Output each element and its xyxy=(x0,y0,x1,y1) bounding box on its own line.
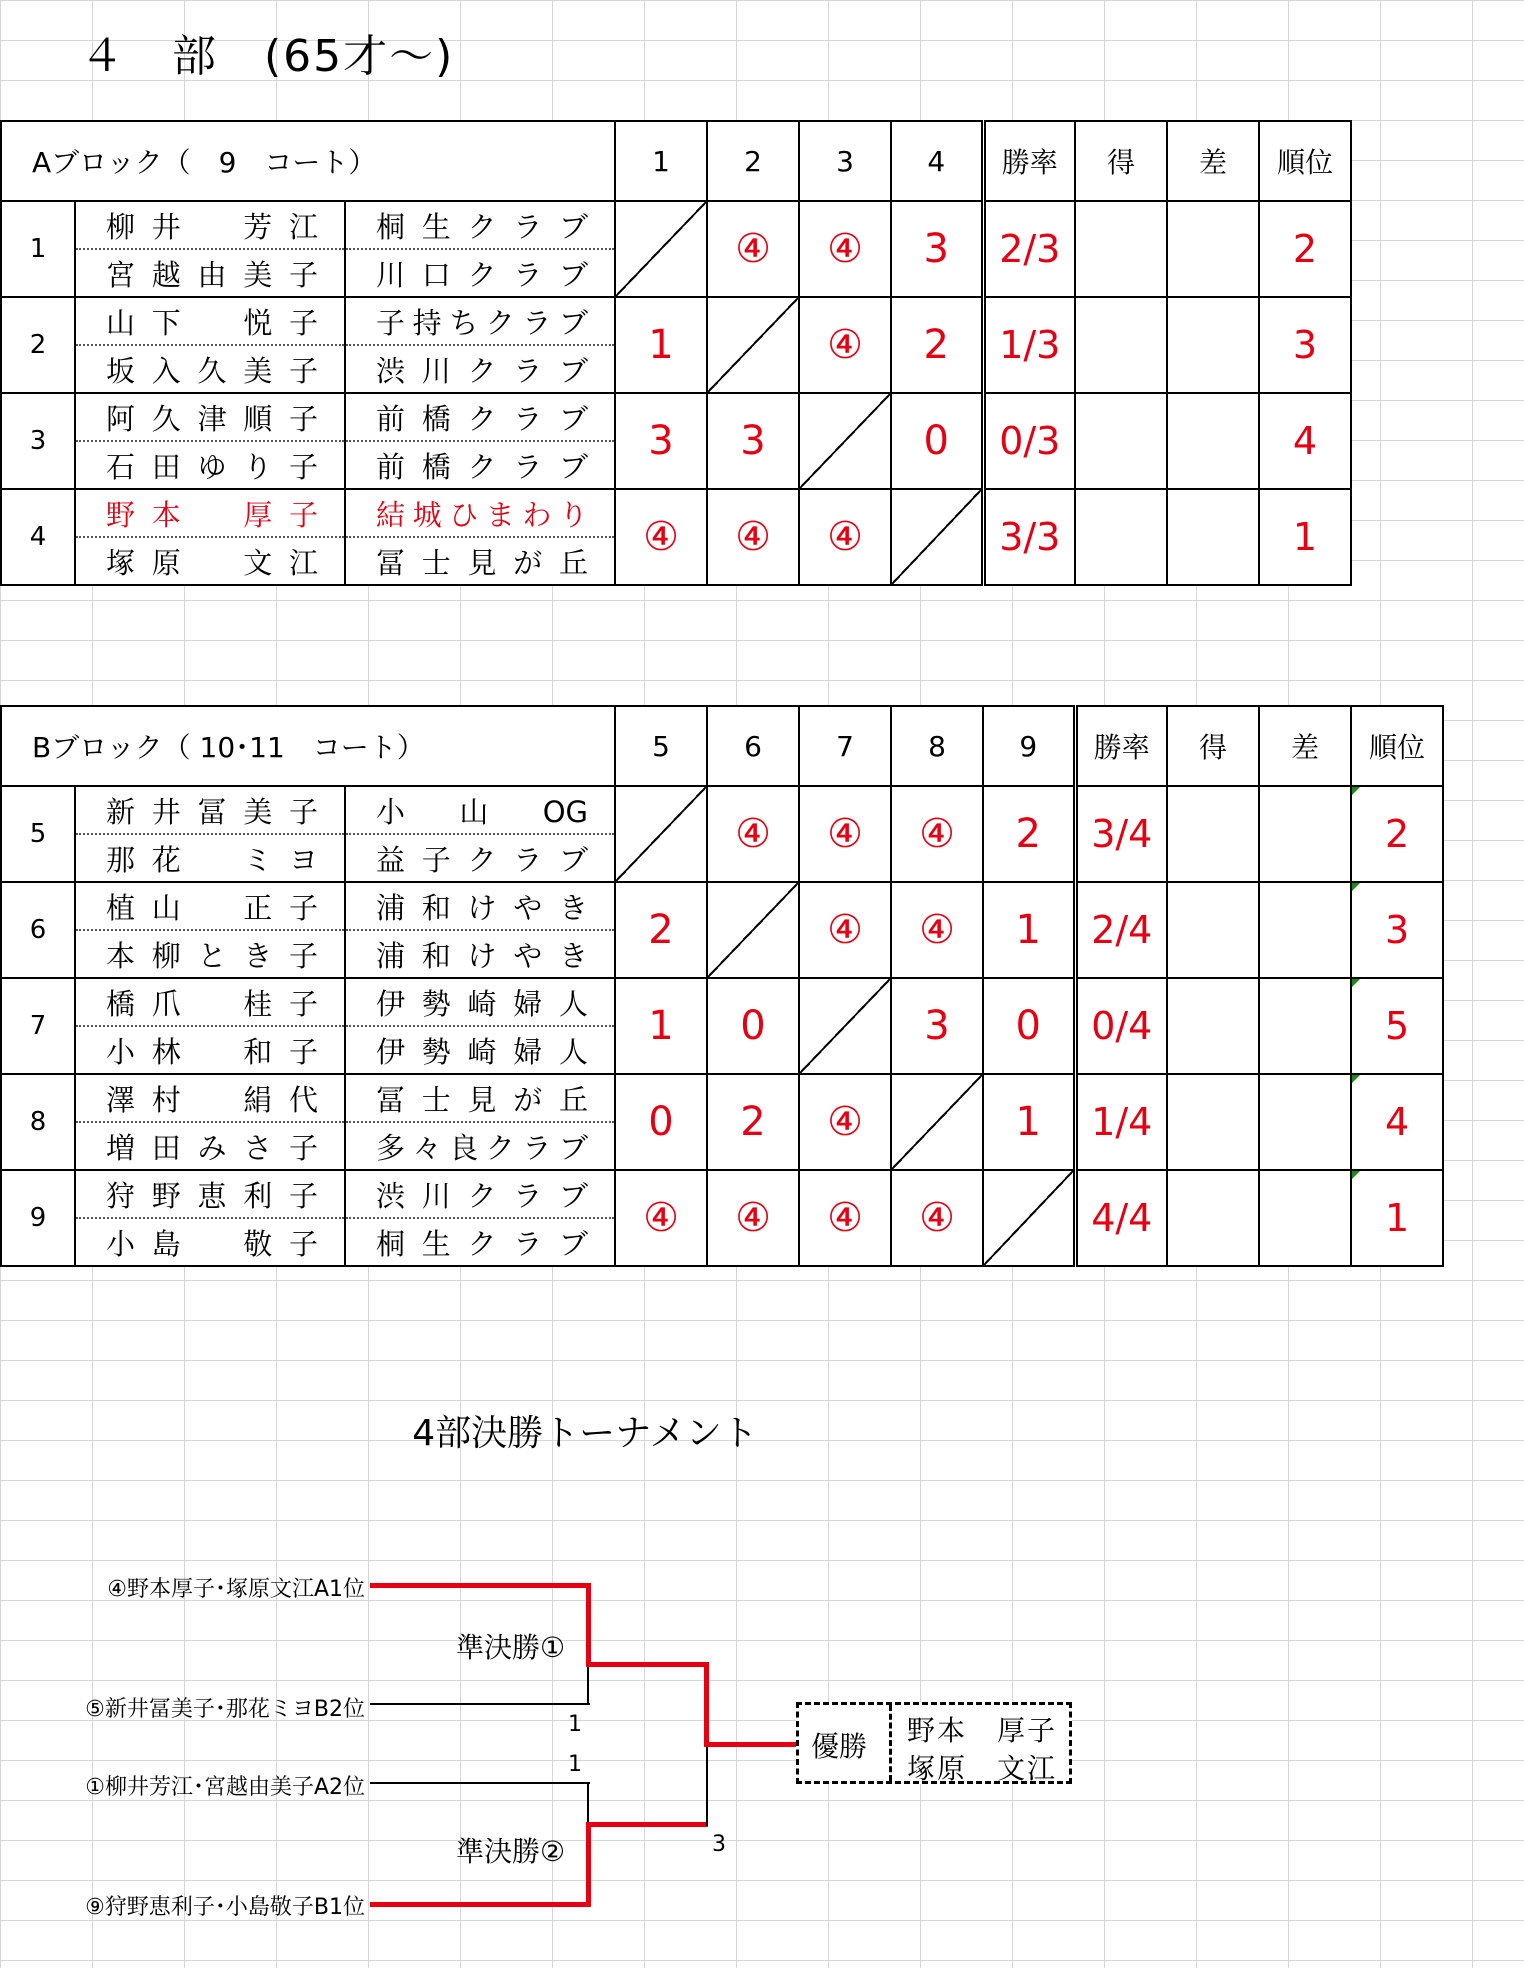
club-name: 前橋クラブ xyxy=(345,441,615,489)
player-name: 本柳とき子 xyxy=(75,930,345,978)
win-rate: 0/4 xyxy=(1075,978,1167,1074)
club-name: 浦和けやき xyxy=(345,882,615,930)
bracket-line xyxy=(370,1782,590,1784)
match-result: ④ xyxy=(615,489,707,585)
club-name: 冨士見が丘 xyxy=(345,537,615,585)
player-name: 橋爪 桂子 xyxy=(75,978,345,1026)
player-name: 柳井 芳江 xyxy=(75,201,345,249)
winner-divider xyxy=(889,1705,892,1781)
bracket-line xyxy=(586,1822,591,1907)
match-result xyxy=(891,489,983,585)
club-name: 桐生クラブ xyxy=(345,1218,615,1266)
points xyxy=(1075,393,1167,489)
match-result: ④ xyxy=(707,489,799,585)
match-result xyxy=(983,1170,1075,1266)
match-result: 2 xyxy=(615,882,707,978)
match-result: ④ xyxy=(707,1170,799,1266)
column-header: 8 xyxy=(891,706,983,786)
match-result: 1 xyxy=(615,297,707,393)
stat-header: 勝率 xyxy=(983,121,1075,201)
win-rate: 3/3 xyxy=(983,489,1075,585)
player-name: 石田ゆり子 xyxy=(75,441,345,489)
winner-box xyxy=(796,1702,1072,1784)
row-number: 8 xyxy=(1,1074,75,1170)
club-name: 小 山 OG xyxy=(345,786,615,834)
difference xyxy=(1167,297,1259,393)
rank xyxy=(1351,1074,1443,1170)
match-result: ④ xyxy=(799,882,891,978)
column-header: 2 xyxy=(707,121,799,201)
match-result: 3 xyxy=(615,393,707,489)
cell-comment-marker xyxy=(1352,787,1360,795)
win-rate: 2/4 xyxy=(1075,882,1167,978)
bracket-line xyxy=(704,1662,709,1746)
match-result: ④ xyxy=(799,786,891,882)
club-name: 伊勢崎婦人 xyxy=(345,978,615,1026)
win-rate: 1/4 xyxy=(1075,1074,1167,1170)
column-header: 1 xyxy=(615,121,707,201)
match-result: 3 xyxy=(891,978,983,1074)
match-result: 2 xyxy=(891,297,983,393)
points xyxy=(1075,201,1167,297)
entry-b2: ⑤新井冨美子･那花ミヨB2位 xyxy=(85,1697,365,1722)
match-result: ④ xyxy=(799,297,891,393)
bracket-line xyxy=(587,1663,589,1705)
rank-value: 3 xyxy=(1384,908,1410,952)
club-name: 渋川クラブ xyxy=(345,1170,615,1218)
winner-name-1: 野本 厚子 xyxy=(907,1714,1058,1747)
win-rate: 3/4 xyxy=(1075,786,1167,882)
player-name: 狩野恵利子 xyxy=(75,1170,345,1218)
winner-name-2: 塚原 文江 xyxy=(907,1752,1058,1785)
match-result: 3 xyxy=(707,393,799,489)
match-result xyxy=(799,978,891,1074)
player-name: 宮越由美子 xyxy=(75,249,345,297)
rank xyxy=(1351,882,1443,978)
rank-value: 5 xyxy=(1384,1004,1410,1048)
rank-value: 1 xyxy=(1384,1196,1410,1240)
entry-b1: ⑨狩野恵利子･小島敬子B1位 xyxy=(85,1895,365,1920)
tournament-title: 4部決勝トーナメント xyxy=(412,1413,758,1454)
bracket-line xyxy=(587,1782,589,1826)
points xyxy=(1075,489,1167,585)
column-header: 5 xyxy=(615,706,707,786)
match-result: 0 xyxy=(983,978,1075,1074)
match-result: ④ xyxy=(707,201,799,297)
club-name: 結城ひまわり xyxy=(345,489,615,537)
match-result xyxy=(799,393,891,489)
semi-final-2-label: 準決勝② xyxy=(456,1835,566,1868)
difference xyxy=(1259,882,1351,978)
win-rate: 4/4 xyxy=(1075,1170,1167,1266)
block-b-table xyxy=(0,705,1444,1267)
difference xyxy=(1167,489,1259,585)
stat-header: 差 xyxy=(1259,706,1351,786)
row-number: 1 xyxy=(1,201,75,297)
stat-header: 順位 xyxy=(1259,121,1351,201)
club-name: 渋川クラブ xyxy=(345,345,615,393)
match-result: 2 xyxy=(983,786,1075,882)
cell-comment-marker xyxy=(1352,883,1360,891)
points xyxy=(1167,1170,1259,1266)
winner-label: 優勝 xyxy=(811,1730,868,1763)
block-title: Bブロック（ 10･11 コート） xyxy=(1,706,615,786)
match-result: 2 xyxy=(707,1074,799,1170)
match-result: 1 xyxy=(983,1074,1075,1170)
match-result: 1 xyxy=(983,882,1075,978)
rank: 2 xyxy=(1259,201,1351,297)
club-name: 川口クラブ xyxy=(345,249,615,297)
bracket-line xyxy=(370,1703,590,1705)
club-name: 浦和けやき xyxy=(345,930,615,978)
match-result: 3 xyxy=(891,201,983,297)
match-result: 0 xyxy=(891,393,983,489)
player-name: 小林 和子 xyxy=(75,1026,345,1074)
match-result: ④ xyxy=(891,882,983,978)
match-result: ④ xyxy=(799,1074,891,1170)
club-name: 前橋クラブ xyxy=(345,393,615,441)
match-result: ④ xyxy=(799,489,891,585)
row-number: 2 xyxy=(1,297,75,393)
club-name: 冨士見が丘 xyxy=(345,1074,615,1122)
stat-header: 順位 xyxy=(1351,706,1443,786)
player-name: 澤村 絹代 xyxy=(75,1074,345,1122)
bracket-line xyxy=(370,1902,590,1907)
match-result xyxy=(615,786,707,882)
row-number: 9 xyxy=(1,1170,75,1266)
match-result: ④ xyxy=(799,1170,891,1266)
club-name: 子持ちクラブ xyxy=(345,297,615,345)
match-result: ④ xyxy=(891,786,983,882)
points xyxy=(1167,1074,1259,1170)
cell-comment-marker xyxy=(1352,979,1360,987)
column-header: 6 xyxy=(707,706,799,786)
row-number: 6 xyxy=(1,882,75,978)
win-rate: 2/3 xyxy=(983,201,1075,297)
bracket-line xyxy=(586,1662,708,1667)
cell-comment-marker xyxy=(1352,1075,1360,1083)
match-result: 0 xyxy=(615,1074,707,1170)
page-title: ４ 部 (65才～) xyxy=(80,31,455,82)
block-a-table xyxy=(0,120,1352,586)
points xyxy=(1167,786,1259,882)
stat-header: 差 xyxy=(1167,121,1259,201)
player-name: 山下 悦子 xyxy=(75,297,345,345)
player-name: 小島 敬子 xyxy=(75,1218,345,1266)
match-result: ④ xyxy=(707,786,799,882)
difference xyxy=(1259,978,1351,1074)
match-result: ④ xyxy=(799,201,891,297)
stat-header: 得 xyxy=(1167,706,1259,786)
bracket-line xyxy=(706,1746,708,1826)
win-rate: 0/3 xyxy=(983,393,1075,489)
rank xyxy=(1351,1170,1443,1266)
column-header: 4 xyxy=(891,121,983,201)
block-title: Aブロック（ 9 コート） xyxy=(1,121,615,201)
difference xyxy=(1167,393,1259,489)
match-result: ④ xyxy=(615,1170,707,1266)
stat-header: 得 xyxy=(1075,121,1167,201)
bracket-line xyxy=(586,1822,708,1827)
difference xyxy=(1167,201,1259,297)
row-number: 4 xyxy=(1,489,75,585)
win-rate: 1/3 xyxy=(983,297,1075,393)
match-result xyxy=(707,297,799,393)
bracket-line xyxy=(586,1583,591,1665)
entry-a1: ④野本厚子･塚原文江A1位 xyxy=(107,1577,365,1602)
player-name: 那花 ミヨ xyxy=(75,834,345,882)
rank: 4 xyxy=(1259,393,1351,489)
player-name: 野本 厚子 xyxy=(75,489,345,537)
match-result xyxy=(615,201,707,297)
difference xyxy=(1259,786,1351,882)
difference xyxy=(1259,1074,1351,1170)
semi-2-score: 1 xyxy=(568,1752,582,1777)
club-name: 伊勢崎婦人 xyxy=(345,1026,615,1074)
final-score: 3 xyxy=(712,1832,726,1857)
club-name: 多々良クラブ xyxy=(345,1122,615,1170)
semi-final-1-label: 準決勝① xyxy=(456,1631,566,1664)
row-number: 5 xyxy=(1,786,75,882)
rank: 1 xyxy=(1259,489,1351,585)
club-name: 益子クラブ xyxy=(345,834,615,882)
player-name: 新井冨美子 xyxy=(75,786,345,834)
points xyxy=(1075,297,1167,393)
rank xyxy=(1351,786,1443,882)
player-name: 増田みさ子 xyxy=(75,1122,345,1170)
row-number: 7 xyxy=(1,978,75,1074)
stat-header: 勝率 xyxy=(1075,706,1167,786)
row-number: 3 xyxy=(1,393,75,489)
rank xyxy=(1351,978,1443,1074)
column-header: 3 xyxy=(799,121,891,201)
club-name: 桐生クラブ xyxy=(345,201,615,249)
player-name: 坂入久美子 xyxy=(75,345,345,393)
bracket-line xyxy=(370,1583,590,1588)
match-result xyxy=(891,1074,983,1170)
match-result: 0 xyxy=(707,978,799,1074)
cell-comment-marker xyxy=(1352,1171,1360,1179)
player-name: 塚原 文江 xyxy=(75,537,345,585)
match-result: 1 xyxy=(615,978,707,1074)
match-result: ④ xyxy=(891,1170,983,1266)
difference xyxy=(1259,1170,1351,1266)
match-result xyxy=(707,882,799,978)
column-header: 7 xyxy=(799,706,891,786)
column-header: 9 xyxy=(983,706,1075,786)
points xyxy=(1167,882,1259,978)
player-name: 阿久津順子 xyxy=(75,393,345,441)
rank: 3 xyxy=(1259,297,1351,393)
rank-value: 4 xyxy=(1384,1100,1410,1144)
points xyxy=(1167,978,1259,1074)
rank-value: 2 xyxy=(1384,812,1410,856)
entry-a2: ①柳井芳江･宮越由美子A2位 xyxy=(85,1775,365,1800)
player-name: 植山 正子 xyxy=(75,882,345,930)
bracket-line xyxy=(704,1742,798,1747)
semi-1-score: 1 xyxy=(568,1712,582,1737)
